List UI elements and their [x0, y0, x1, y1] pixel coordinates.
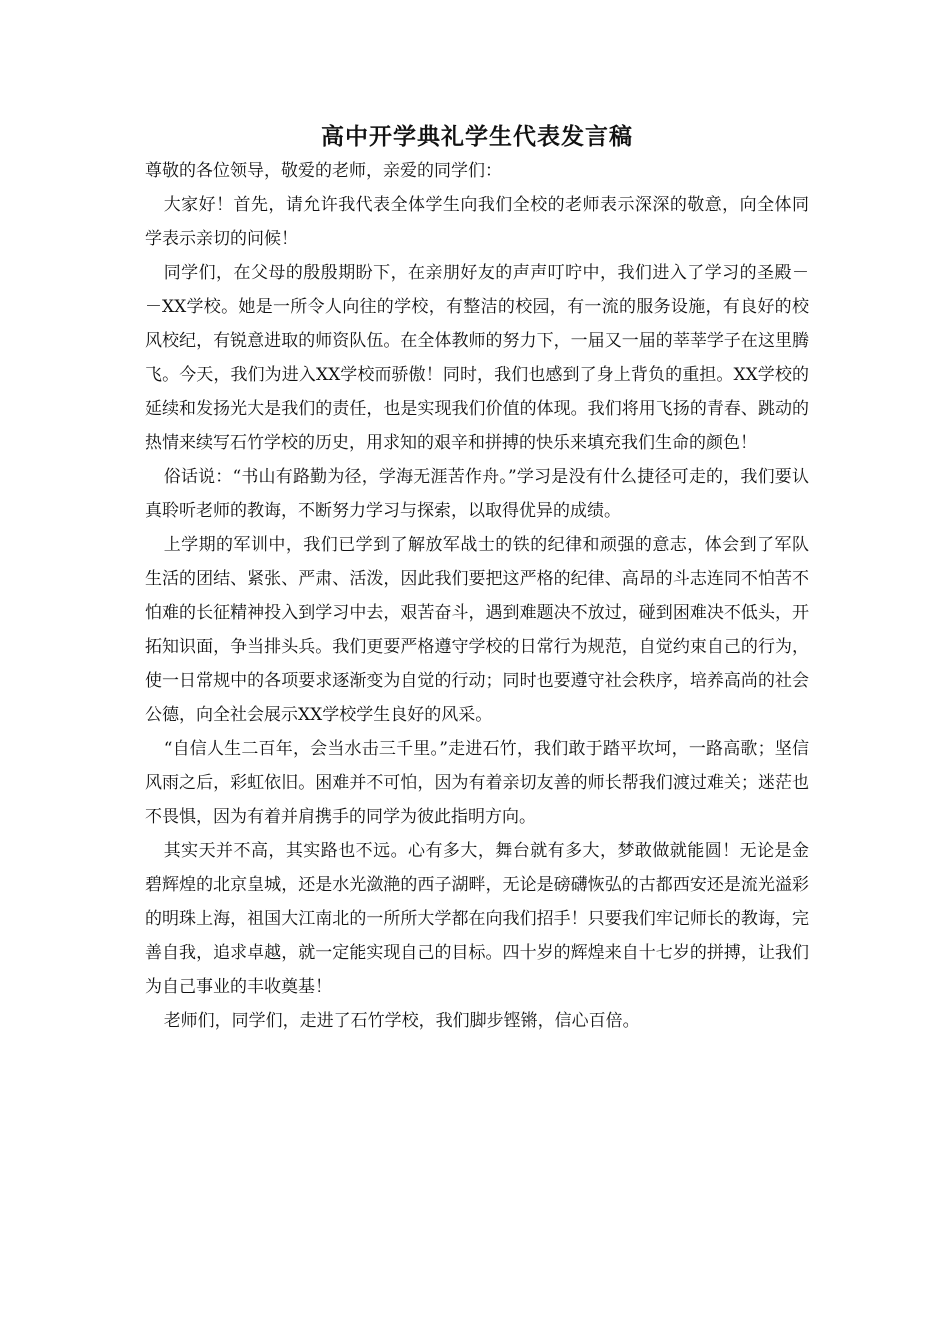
paragraph-military-training: 上学期的军训中，我们已学到了解放军战士的铁的纪律和顽强的意志，体会到了军队生活的团结、紧张、严肃、活泼，因此我们要把这严格的纪律、高昂的斗志连同不怕苦不怕难的长征精神投入到学习中去，艰苦奋斗，遇到难题决不放过，碰到困难决不低头，开拓知识面，争当排头兵。我们更要严格遵守学校的日常行为规范，自觉约束自己的行为，使一日常规中的各项要求逐渐变为自觉的行动；同时也要遵守社会秩序，培养高尚的社会公德，向全社会展示XX学校学生良好的风采。 [145, 535, 809, 725]
paragraph-closing: 老师们，同学们，走进了石竹学校，我们脚步铿锵，信心百倍。 [163, 1011, 640, 1031]
paragraph-greeting: 大家好！首先，请允许我代表全体学生向我们全校的老师表示深深的敬意，向全体同学表示亲切的问候！ [145, 195, 809, 249]
paragraph-school-intro: 同学们，在父母的殷殷期盼下，在亲朋好友的声声叮咛中，我们进入了学习的圣殿－－XX学校。她是一所令人向往的学校，有整洁的校园，有一流的服务设施，有良好的校风校纪，有锐意进取的师资队伍。在全体教师的努力下，一届又一届的莘莘学子在这里腾飞。今天，我们为进入XX学校而骄傲！同时，我们也感到了身上背负的重担。XX学校的延续和发扬光大是我们的责任，也是实现我们价值的体现。我们将用飞扬的青春、跳动的热情来续写石竹学校的历史，用求知的艰辛和拼搏的快乐来填充我们生命的颜色！ [145, 263, 809, 453]
paragraph-confidence: “自信人生二百年，会当水击三千里。”走进石竹，我们敢于踏平坎坷，一路高歌；坚信风雨之后，彩虹依旧。困难并不可怕，因为有着亲切友善的师长帮我们渡过难关；迷茫也不畏惧，因为有着并肩携手的同学为彼此指明方向。 [145, 739, 809, 827]
document-title: 高中开学典礼学生代表发言稿 [321, 123, 633, 150]
salutation: 尊敬的各位领导，敬爱的老师，亲爱的同学们： [145, 161, 502, 181]
document-body [145, 120, 809, 1038]
paragraph-dreams: 其实天并不高，其实路也不远。心有多大，舞台就有多大，梦敢做就能圆！无论是金碧辉煌的北京皇城，还是水光潋滟的西子湖畔，无论是磅礴恢弘的古都西安还是流光溢彩的明珠上海，祖国大江南北的一所所大学都在向我们招手！只要我们牢记师长的教诲，完善自我，追求卓越，就一定能实现自己的目标。四十岁的辉煌来自十七岁的拼搏，让我们为自己事业的丰收奠基！ [145, 841, 809, 997]
paragraph-study-proverb: 俗话说：“书山有路勤为径，学海无涯苦作舟。”学习是没有什么捷径可走的，我们要认真聆听老师的教诲，不断努力学习与探索，以取得优异的成绩。 [145, 467, 809, 521]
